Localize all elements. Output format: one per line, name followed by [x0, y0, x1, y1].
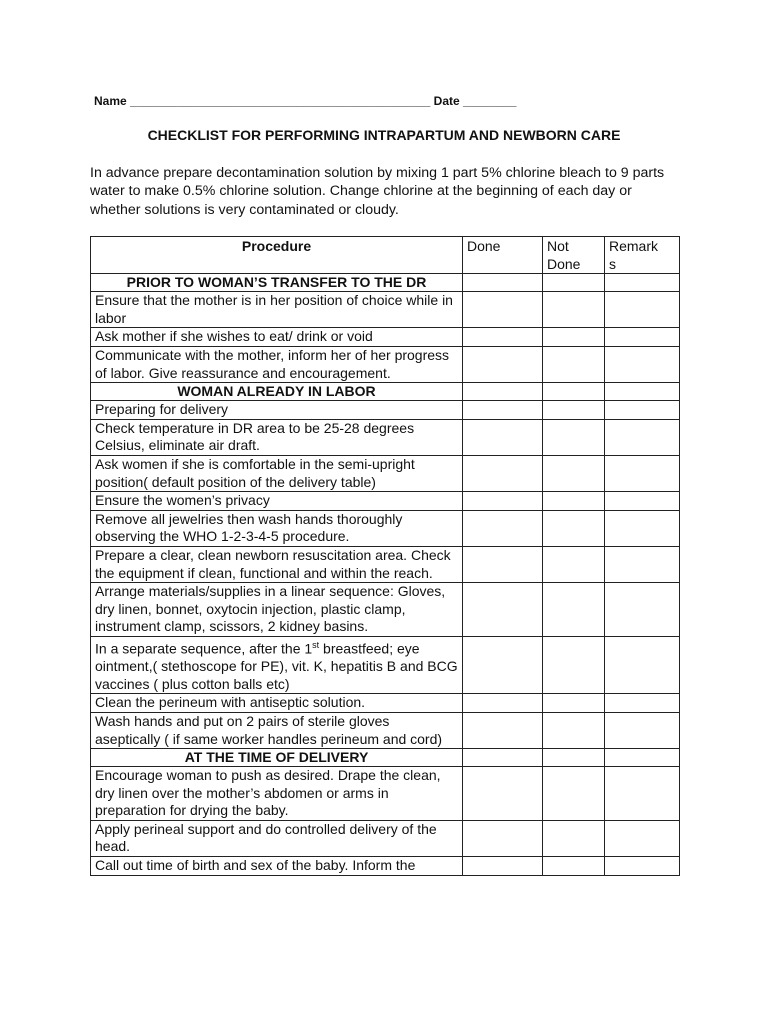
table-row [91, 694, 680, 713]
table-row [91, 419, 680, 455]
not-done-cell[interactable] [543, 510, 605, 546]
table-header-row [91, 237, 680, 274]
procedure-step: Encourage woman to push as desired. Drape the clean, dry linen over the mother’s abdomen or arms in preparation for drying the baby. [91, 767, 463, 821]
procedure-step: Remove all jewelries then wash hands thoroughly observing the WHO 1-2-3-4-5 procedure. [91, 510, 463, 546]
table-row [91, 546, 680, 582]
not-done-cell[interactable] [543, 383, 605, 401]
done-cell[interactable] [463, 767, 543, 821]
done-cell[interactable] [463, 546, 543, 582]
table-row [91, 820, 680, 856]
procedure-step: Preparing for delivery [91, 401, 463, 420]
section-heading: AT THE TIME OF DELIVERY [91, 749, 463, 767]
procedure-step: Arrange materials/supplies in a linear sequence: Gloves, dry linen, bonnet, oxytocin injection, plastic clamp, instrument clamp, scissors, 2 kidney basins. [91, 583, 463, 637]
remarks-cell[interactable] [605, 455, 680, 491]
section-heading: PRIOR TO WOMAN’S TRANSFER TO THE DR [91, 274, 463, 292]
remarks-cell[interactable] [605, 383, 680, 401]
remarks-cell[interactable] [605, 749, 680, 767]
remarks-cell[interactable] [605, 857, 680, 876]
remarks-cell[interactable] [605, 694, 680, 713]
procedure-step: Ensure the women’s privacy [91, 492, 463, 511]
remarks-cell[interactable] [605, 767, 680, 821]
procedure-step: Ask women if she is comfortable in the semi-upright position( default position of the delivery table) [91, 455, 463, 491]
table-row [91, 455, 680, 491]
table-row [91, 857, 680, 876]
procedure-step: Ask mother if she wishes to eat/ drink or void [91, 328, 463, 347]
done-cell[interactable] [463, 492, 543, 511]
remarks-cell[interactable] [605, 636, 680, 693]
done-cell[interactable] [463, 583, 543, 637]
section-row [91, 383, 680, 401]
procedure-step: Check temperature in DR area to be 25-28 degrees Celsius, eliminate air draft. [91, 419, 463, 455]
procedure-step: Call out time of birth and sex of the baby. Inform the [91, 857, 463, 876]
document-title: CHECKLIST FOR PERFORMING INTRAPARTUM AND NEWBORN CARE [147, 127, 621, 143]
intro-paragraph: In advance prepare decontamination solution by mixing 1 part 5% chlorine bleach to 9 parts water to make 0.5% chlorine solution. Change chlorine at the beginning of each day or whether solutions is very contaminated or cloudy. [90, 165, 665, 218]
section-heading: WOMAN ALREADY IN LABOR [91, 383, 463, 401]
done-cell[interactable] [463, 749, 543, 767]
not-done-cell[interactable] [543, 694, 605, 713]
not-done-cell[interactable] [543, 749, 605, 767]
table-row [91, 346, 680, 382]
not-done-cell[interactable] [543, 455, 605, 491]
not-done-cell[interactable] [543, 346, 605, 382]
not-done-cell[interactable] [543, 401, 605, 420]
procedure-step: In a separate sequence, after the 1st breastfeed; eye ointment,( stethoscope for PE), vit. K, hepatitis B and BCG vaccines ( plus cotton balls etc) [91, 636, 463, 693]
done-cell[interactable] [463, 346, 543, 382]
not-done-cell[interactable] [543, 820, 605, 856]
not-done-cell[interactable] [543, 636, 605, 693]
remarks-cell[interactable] [605, 419, 680, 455]
column-header-remarks: Remark s [605, 237, 680, 274]
remarks-cell[interactable] [605, 401, 680, 420]
table-row [91, 510, 680, 546]
table-row [91, 583, 680, 637]
table-row [91, 492, 680, 511]
done-cell[interactable] [463, 636, 543, 693]
remarks-cell[interactable] [605, 712, 680, 748]
remarks-cell[interactable] [605, 510, 680, 546]
not-done-cell[interactable] [543, 857, 605, 876]
remarks-cell[interactable] [605, 546, 680, 582]
column-header-not-done: Not Done [543, 237, 605, 274]
done-cell[interactable] [463, 401, 543, 420]
done-cell[interactable] [463, 328, 543, 347]
procedure-step: Communicate with the mother, inform her of her progress of labor. Give reassurance and encouragement. [91, 346, 463, 382]
not-done-cell[interactable] [543, 492, 605, 511]
not-done-cell[interactable] [543, 274, 605, 292]
not-done-cell[interactable] [543, 419, 605, 455]
remarks-cell[interactable] [605, 492, 680, 511]
procedure-step: Prepare a clear, clean newborn resuscitation area. Check the equipment if clean, functional and within the reach. [91, 546, 463, 582]
not-done-cell[interactable] [543, 767, 605, 821]
remarks-cell[interactable] [605, 583, 680, 637]
done-cell[interactable] [463, 419, 543, 455]
column-header-procedure: Procedure [91, 237, 463, 274]
checklist-table [90, 236, 680, 876]
section-row [91, 274, 680, 292]
not-done-cell[interactable] [543, 292, 605, 328]
done-cell[interactable] [463, 712, 543, 748]
table-row [91, 328, 680, 347]
done-cell[interactable] [463, 292, 543, 328]
table-row [91, 401, 680, 420]
procedure-step: Wash hands and put on 2 pairs of sterile gloves aseptically ( if same worker handles perineum and cord) [91, 712, 463, 748]
done-cell[interactable] [463, 383, 543, 401]
procedure-step: Apply perineal support and do controlled delivery of the head. [91, 820, 463, 856]
name-date-line: Name _____________________________________________ Date ________ [94, 94, 517, 108]
done-cell[interactable] [463, 857, 543, 876]
table-row [91, 767, 680, 821]
table-row [91, 712, 680, 748]
remarks-cell[interactable] [605, 328, 680, 347]
done-cell[interactable] [463, 455, 543, 491]
remarks-cell[interactable] [605, 292, 680, 328]
done-cell[interactable] [463, 694, 543, 713]
remarks-cell[interactable] [605, 274, 680, 292]
remarks-cell[interactable] [605, 346, 680, 382]
not-done-cell[interactable] [543, 712, 605, 748]
not-done-cell[interactable] [543, 546, 605, 582]
procedure-step: Ensure that the mother is in her position of choice while in labor [91, 292, 463, 328]
procedure-step: Clean the perineum with antiseptic solution. [91, 694, 463, 713]
done-cell[interactable] [463, 510, 543, 546]
done-cell[interactable] [463, 274, 543, 292]
not-done-cell[interactable] [543, 583, 605, 637]
not-done-cell[interactable] [543, 328, 605, 347]
table-row [91, 636, 680, 693]
remarks-cell[interactable] [605, 820, 680, 856]
table-row [91, 292, 680, 328]
column-header-done: Done [463, 237, 543, 274]
section-row [91, 749, 680, 767]
done-cell[interactable] [463, 820, 543, 856]
